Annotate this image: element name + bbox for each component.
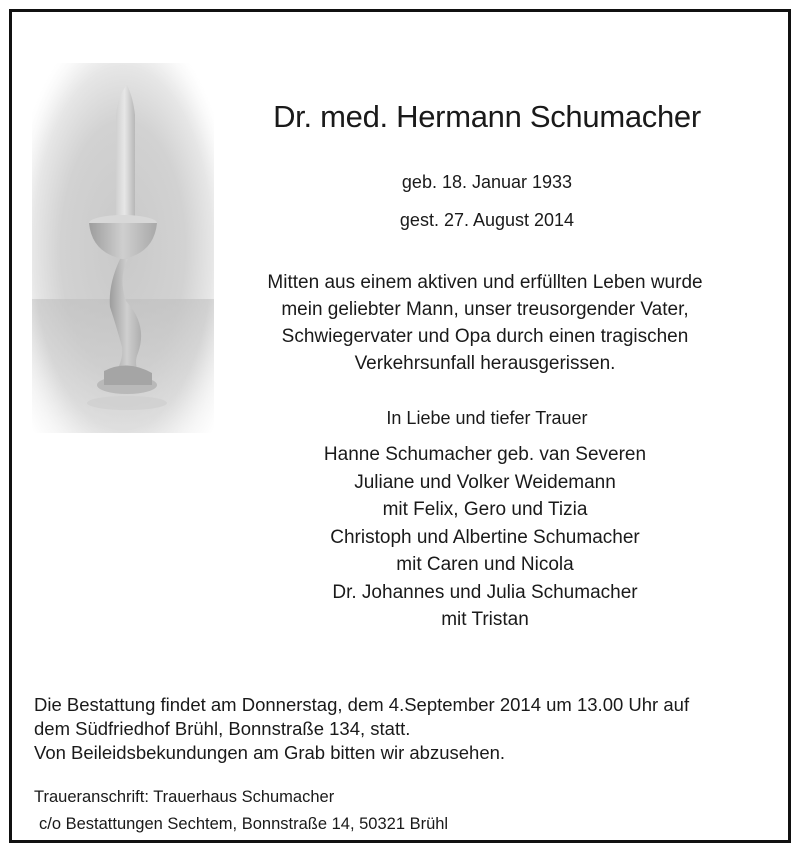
address-line: Traueranschrift: Trauerhaus Schumacher: [34, 788, 335, 806]
memorial-message: [225, 269, 745, 377]
deceased-name: Dr. med. Hermann Schumacher: [273, 99, 701, 134]
death-date: gest. 27. August 2014: [399, 210, 575, 230]
funeral-line: Von Beileidsbekundungen am Grab bitten wir abzusehen.: [34, 742, 506, 763]
mourning-intro: In Liebe und tiefer Trauer: [386, 408, 588, 428]
address-line: c/o Bestattungen Sechtem, Bonnstraße 14, 50321 Brühl: [39, 815, 449, 833]
mourner-line: Christoph und Albertine Schumacher: [330, 526, 640, 548]
mourner-line: Hanne Schumacher geb. van Severen: [323, 444, 647, 465]
obituary-notice: [9, 9, 791, 843]
mourner-line: mit Caren und Nicola: [396, 554, 574, 575]
birth-date: geb. 18. Januar 1933: [401, 172, 573, 192]
funeral-details: [34, 693, 784, 765]
mourner-line: mit Tristan: [441, 609, 529, 630]
candle-photo: [32, 63, 214, 433]
funeral-line: Die Bestattung findet am Donnerstag, dem 4.September 2014 um 13.00 Uhr auf: [34, 694, 690, 715]
message-line: Schwiegervater und Opa durch einen tragischen: [281, 326, 689, 347]
message-line: Verkehrsunfall herausgerissen.: [354, 353, 616, 374]
mourning-address: [34, 784, 784, 838]
funeral-line: dem Südfriedhof Brühl, Bonnstraße 134, statt.: [34, 718, 411, 739]
message-line: Mitten aus einem aktiven und erfüllten Leben wurde: [267, 272, 703, 293]
mourners-list: [225, 441, 745, 634]
mourner-line: Dr. Johannes und Julia Schumacher: [332, 581, 638, 603]
mourner-line: Juliane und Volker Weidemann: [354, 471, 616, 493]
message-line: mein geliebter Mann, unser treusorgender Vater,: [281, 299, 689, 320]
mourner-line: mit Felix, Gero und Tizia: [382, 499, 588, 520]
